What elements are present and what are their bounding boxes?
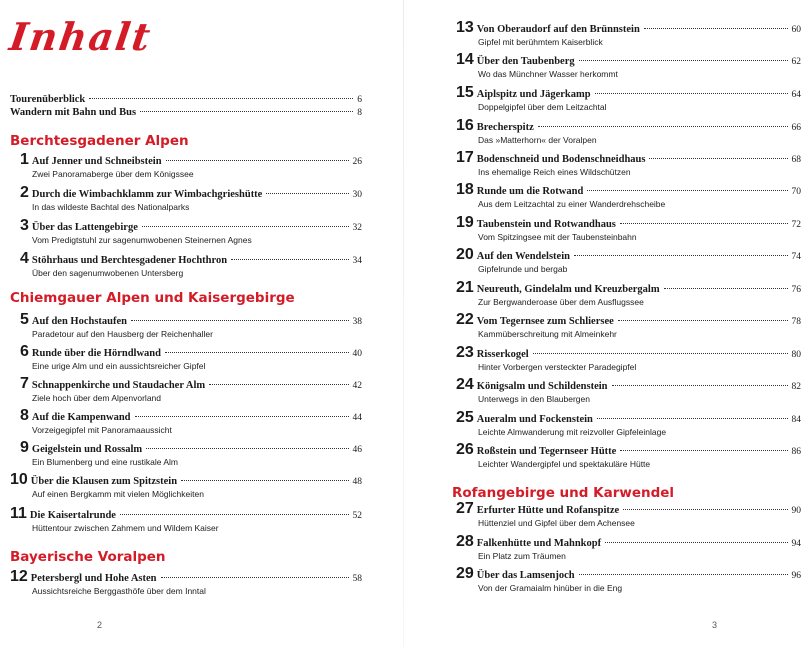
dot-leader <box>166 160 349 161</box>
dot-leader <box>538 126 788 127</box>
dot-leader <box>620 450 787 451</box>
toc-entry-tour-18[interactable] <box>456 183 801 197</box>
toc-entry-tour-22[interactable] <box>456 313 801 327</box>
tour-title: Erfurter Hütte und Rofanspitze <box>476 505 620 516</box>
tour-number: 29 <box>456 565 474 582</box>
tour-subtitle: Leichte Almwanderung mit reizvoller Gipfeleinlage <box>478 427 667 437</box>
tour-page-number: 34 <box>352 256 362 266</box>
tour-number: 9 <box>20 439 29 456</box>
toc-entry-tour-12[interactable] <box>10 570 362 584</box>
tour-subtitle: Vom Spitzingsee mit der Taubensteinbahn <box>478 232 637 242</box>
tour-page-number: 26 <box>352 157 362 167</box>
tour-number: 18 <box>456 181 474 198</box>
tour-number: 20 <box>456 246 474 263</box>
tour-subtitle: Gipfel mit berühmtem Kaiserblick <box>478 37 603 47</box>
tour-subtitle: Zwei Panoramaberge über dem Königssee <box>32 169 194 179</box>
dot-leader <box>146 448 348 449</box>
tour-page-number: 42 <box>352 381 362 391</box>
tour-subtitle: Ein Blumenberg und eine rustikale Alm <box>32 457 178 467</box>
dot-leader <box>664 288 788 289</box>
tour-page-number: 38 <box>352 317 362 327</box>
tour-page-number: 74 <box>791 252 801 262</box>
dot-leader <box>579 574 788 575</box>
tour-subtitle: Kammüberschreitung mit Almeinkehr <box>478 329 617 339</box>
toc-entry-tour-15[interactable] <box>456 86 801 100</box>
toc-entry-tour-19[interactable] <box>456 216 801 230</box>
tour-subtitle: In das wildeste Bachtal des Nationalparks <box>32 202 190 212</box>
tour-number: 26 <box>456 441 474 458</box>
tour-number: 21 <box>456 279 474 296</box>
tour-number: 23 <box>456 344 474 361</box>
tour-number: 3 <box>20 217 29 234</box>
tour-title: Auf den Wendelstein <box>476 251 570 262</box>
tour-subtitle: Aussichtsreiche Berggasthöfe über dem Inntal <box>32 586 206 596</box>
toc-entry-tourenueberblick[interactable]: Tourenüberblick 6 <box>10 94 362 105</box>
tour-subtitle: Ein Platz zum Träumen <box>478 551 566 561</box>
tour-title: Auf Jenner und Schneibstein <box>31 156 162 167</box>
tour-number: 16 <box>456 117 474 134</box>
toc-entry-tour-4[interactable] <box>20 252 362 266</box>
section-heading-rofan: Rofangebirge und Karwendel <box>452 485 675 501</box>
toc-entry-tour-27[interactable] <box>456 502 801 516</box>
dot-leader <box>612 385 788 386</box>
dot-leader <box>266 193 348 194</box>
tour-page-number: 68 <box>791 155 801 165</box>
dot-leader <box>605 542 787 543</box>
tour-title: Von Oberaudorf auf den Brünnstein <box>476 24 640 35</box>
toc-entry-tour-11[interactable] <box>10 507 362 521</box>
tour-subtitle: Über den sagenumwobenen Untersberg <box>32 268 184 278</box>
tour-title: Über den Taubenberg <box>476 56 575 67</box>
dot-leader <box>131 320 348 321</box>
tour-subtitle: Doppelgipfel über dem Leitzachtal <box>478 102 607 112</box>
tour-page-number: 52 <box>352 511 362 521</box>
tour-number: 28 <box>456 533 474 550</box>
right-page <box>404 0 809 647</box>
tour-page-number: 46 <box>352 445 362 455</box>
dot-leader <box>574 255 788 256</box>
tour-number: 10 <box>10 471 28 488</box>
toc-entry-tour-23[interactable] <box>456 346 801 360</box>
tour-title: Auf die Kampenwand <box>31 412 131 423</box>
toc-entry-tour-10[interactable] <box>10 473 362 487</box>
toc-entry-tour-9[interactable] <box>20 441 362 455</box>
tour-page-number: 80 <box>791 350 801 360</box>
dot-leader <box>597 418 788 419</box>
dot-leader <box>181 480 348 481</box>
dot-leader <box>649 158 787 159</box>
dot-leader <box>231 259 348 260</box>
tour-title: Über das Lamsenjoch <box>476 570 575 581</box>
tour-number: 5 <box>20 311 29 328</box>
tour-title: Stöhrhaus und Berchtesgadener Hochthron <box>31 255 228 266</box>
toc-entry-tour-20[interactable] <box>456 248 801 262</box>
toc-entry-tour-6[interactable] <box>20 345 362 359</box>
page-title: Inhalt <box>6 14 155 59</box>
tour-title: Aueralm und Fockenstein <box>476 414 593 425</box>
left-page <box>0 0 404 647</box>
tour-title: Aiplspitz und Jägerkamp <box>476 89 591 100</box>
dot-leader <box>135 416 349 417</box>
dot-leader <box>142 226 349 227</box>
tour-title: Petersbergl und Hohe Asten <box>30 573 157 584</box>
toc-entry-wandern-bahn-bus[interactable]: Wandern mit Bahn und Bus 8 <box>10 107 362 118</box>
tour-number: 8 <box>20 407 29 424</box>
toc-entry-tour-28[interactable] <box>456 535 801 549</box>
tour-title: Königsalm und Schildenstein <box>476 381 608 392</box>
tour-title: Runde über die Hörndlwand <box>31 348 161 359</box>
tour-title: Über das Lattengebirge <box>31 222 138 233</box>
tour-page-number: 72 <box>791 220 801 230</box>
tour-number: 17 <box>456 149 474 166</box>
tour-number: 6 <box>20 343 29 360</box>
dot-leader <box>623 509 787 510</box>
tour-title: Roßstein und Tegernseer Hütte <box>476 446 617 457</box>
tour-number: 7 <box>20 375 29 392</box>
dot-leader <box>165 352 349 353</box>
dot-leader <box>209 384 348 385</box>
toc-entry-tour-2[interactable] <box>20 186 362 200</box>
tour-page-number: 94 <box>791 539 801 549</box>
section-heading-chiemgau: Chiemgauer Alpen und Kaisergebirge <box>10 290 295 306</box>
page-number-right: 3 <box>712 620 718 630</box>
tour-number: 4 <box>20 250 29 267</box>
toc-entry-tour-1[interactable] <box>20 153 362 167</box>
toc-entry-tour-8[interactable] <box>20 409 362 423</box>
dot-leader <box>587 190 787 191</box>
tour-page-number: 90 <box>791 506 801 516</box>
tour-subtitle: Aus dem Leitzachtal zu einer Wanderdrehscheibe <box>478 199 666 209</box>
tour-title: Die Kaisertalrunde <box>29 510 116 521</box>
tour-title: Schnappenkirche und Staudacher Alm <box>31 380 206 391</box>
tour-page-number: 70 <box>791 187 801 197</box>
section-heading-voralpen: Bayerische Voralpen <box>10 549 166 565</box>
tour-number: 22 <box>456 311 474 328</box>
tour-title: Neureuth, Gindelalm und Kreuzbergalm <box>476 284 660 295</box>
tour-page-number: 78 <box>791 317 801 327</box>
tour-subtitle: Leichter Wandergipfel und spektakuläre Hütte <box>478 459 651 469</box>
tour-page-number: 48 <box>352 477 362 487</box>
tour-page-number: 66 <box>791 123 801 133</box>
tour-subtitle: Hüttentour zwischen Zahmem und Wildem Kaiser <box>32 523 219 533</box>
tour-subtitle: Von der Gramaialm hinüber in die Eng <box>478 583 623 593</box>
dot-leader <box>644 28 788 29</box>
tour-title: Falkenhütte und Mahnkopf <box>476 538 602 549</box>
tour-title: Brecherspitz <box>476 122 534 133</box>
tour-number: 27 <box>456 500 474 517</box>
tour-page-number: 60 <box>791 25 801 35</box>
tour-title: Auf den Hochstaufen <box>31 316 128 327</box>
tour-title: Über die Klausen zum Spitzstein <box>30 476 178 487</box>
tour-page-number: 82 <box>791 382 801 392</box>
tour-subtitle: Eine urige Alm und ein aussichtsreicher Gipfel <box>32 361 206 371</box>
tour-title: Risserkogel <box>476 349 529 360</box>
tour-page-number: 58 <box>352 574 362 584</box>
dot-leader <box>618 320 788 321</box>
tour-number: 25 <box>456 409 474 426</box>
tour-number: 12 <box>10 568 28 585</box>
dot-leader <box>161 577 349 578</box>
tour-number: 15 <box>456 84 474 101</box>
toc-entry-tour-29[interactable] <box>456 567 801 581</box>
tour-page-number: 64 <box>791 90 801 100</box>
dot-leader <box>579 60 788 61</box>
tour-subtitle: Zur Bergwanderoase über dem Ausflugssee <box>478 297 644 307</box>
toc-entry-tour-14[interactable] <box>456 53 801 67</box>
dot-leader <box>595 93 788 94</box>
tour-number: 24 <box>456 376 474 393</box>
tour-subtitle: Auf einen Bergkamm mit vielen Möglichkeiten <box>32 489 204 499</box>
dot-leader <box>533 353 788 354</box>
tour-page-number: 32 <box>352 223 362 233</box>
toc-entry-tour-7[interactable] <box>20 377 362 391</box>
tour-subtitle: Wo das Münchner Wasser herkommt <box>478 69 618 79</box>
toc-entry-tour-17[interactable] <box>456 151 801 165</box>
tour-subtitle: Gipfelrunde und bergab <box>478 264 568 274</box>
tour-title: Runde um die Rotwand <box>476 186 584 197</box>
tour-subtitle: Vom Predigtstuhl zur sagenumwobenen Steinernen Agnes <box>32 235 252 245</box>
tour-number: 14 <box>456 51 474 68</box>
tour-number: 13 <box>456 19 474 36</box>
tour-subtitle: Hinter Vorbergen versteckter Paradegipfel <box>478 362 637 372</box>
toc-entry-tour-16[interactable] <box>456 119 801 133</box>
tour-subtitle: Ins ehemalige Reich eines Wildschützen <box>478 167 631 177</box>
tour-page-number: 44 <box>352 413 362 423</box>
toc-entry-tour-25[interactable] <box>456 411 801 425</box>
dot-leader <box>120 514 349 515</box>
tour-number: 1 <box>20 151 29 168</box>
tour-title: Bodenschneid und Bodenschneidhaus <box>476 154 646 165</box>
toc-entry-tour-26[interactable] <box>456 443 801 457</box>
tour-page-number: 96 <box>791 571 801 581</box>
dot-leader <box>620 223 788 224</box>
tour-subtitle: Das »Matterhorn« der Voralpen <box>478 135 597 145</box>
toc-entry-tour-13[interactable] <box>456 21 801 35</box>
tour-page-number: 84 <box>791 415 801 425</box>
toc-entry-tour-3[interactable] <box>20 219 362 233</box>
page-number-left: 2 <box>97 620 103 630</box>
toc-entry-tour-21[interactable] <box>456 281 801 295</box>
tour-subtitle: Vorzeigegipfel mit Panoramaaussicht <box>32 425 172 435</box>
tour-page-number: 62 <box>791 57 801 67</box>
tour-page-number: 86 <box>791 447 801 457</box>
tour-number: 19 <box>456 214 474 231</box>
tour-number: 11 <box>10 505 27 522</box>
tour-title: Durch die Wimbachklamm zur Wimbachgrieshütte <box>31 189 263 200</box>
tour-title: Geigelstein und Rossalm <box>31 444 143 455</box>
tour-page-number: 30 <box>352 190 362 200</box>
tour-subtitle: Hüttenziel und Gipfel über dem Achensee <box>478 518 635 528</box>
toc-entry-tour-24[interactable] <box>456 378 801 392</box>
tour-subtitle: Paradetour auf den Hausberg der Reichenhaller <box>32 329 213 339</box>
tour-subtitle: Unterwegs in den Blaubergen <box>478 394 590 404</box>
toc-entry-tour-5[interactable] <box>20 313 362 327</box>
tour-title: Taubenstein und Rotwandhaus <box>476 219 616 230</box>
tour-page-number: 40 <box>352 349 362 359</box>
tour-title: Vom Tegernsee zum Schliersee <box>476 316 614 327</box>
tour-number: 2 <box>20 184 29 201</box>
tour-page-number: 76 <box>791 285 801 295</box>
tour-subtitle: Ziele hoch über dem Alpenvorland <box>32 393 161 403</box>
section-heading-berchtesgaden: Berchtesgadener Alpen <box>10 133 189 149</box>
